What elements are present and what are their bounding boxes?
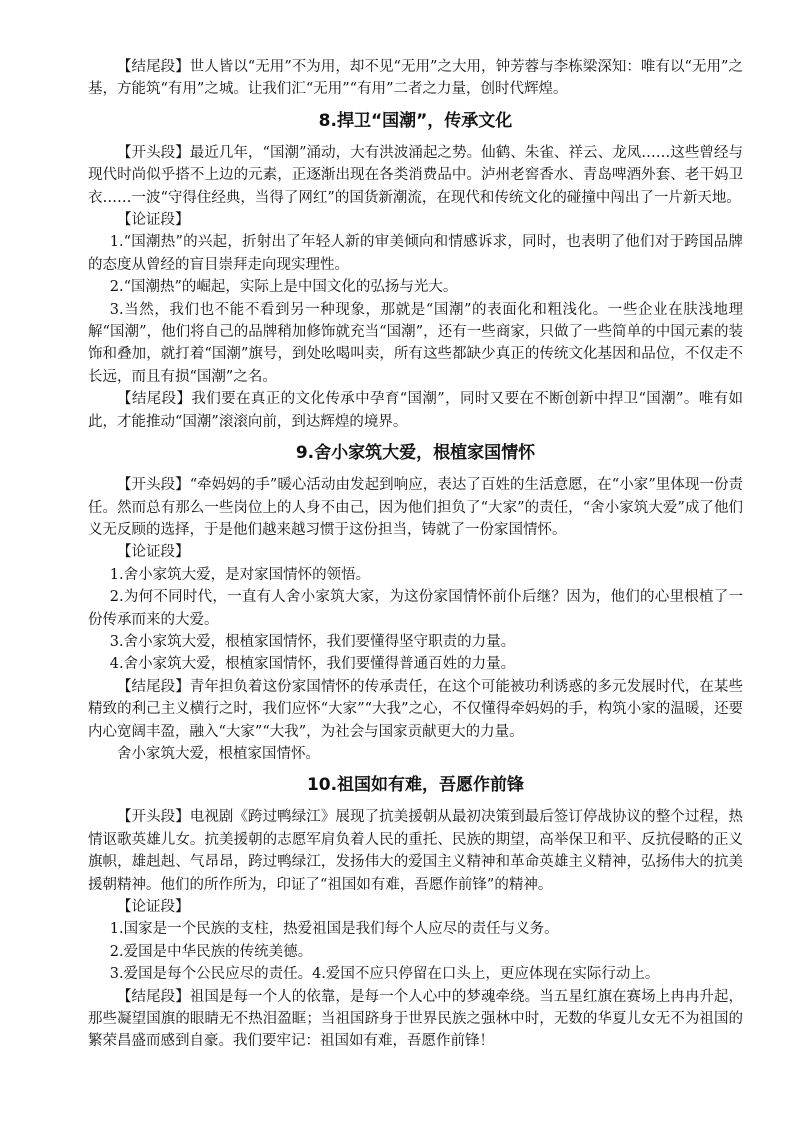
document-page <box>88 56 743 1053</box>
argument-point: 1.国家是一个民族的支柱，热爱祖国是我们每个人应尽的责任与义务。 <box>109 921 559 938</box>
argument-heading: 【论证段】 <box>117 544 190 561</box>
argument-point: 1.“国潮热”的兴起，折射出了年轻人新的审美倾向和情感诉求，同时，也表明了他们对于跨国品牌的态度从曾经的盲目崇拜走向现实理性。 <box>88 234 743 273</box>
section-title: 8.捍卫“国潮”，传承文化 <box>318 110 513 131</box>
argument-point: 1.舍小家筑大爱，是对家国情怀的领悟。 <box>109 566 371 583</box>
conclusion-paragraph: 【结尾段】青年担负着这份家国情怀的传承责任，在这个可能被功利诱惑的多元发展时代，在某些精致的利己主义横行之时，我们应怀“大家”“大我”之心，不仅懂得牵妈妈的手，构筑小家的温暖，还要内心宽阔丰盈，融入“大家”“大我”，为社会与国家贡献更大的力量。 <box>88 678 743 740</box>
argument-point: 3.当然，我们也不能不看到另一种现象，那就是“国潮”的表面化和粗浅化。一些企业在肤浅地理解“国潮”，他们将自己的品牌稍加修饰就充当“国潮”，还有一些商家，只做了一些简单的中国元素的装饰和叠加，就打着“国潮”旗号，到处吆喝叫卖，所有这些都缺少真正的传统文化基因和品位，不仅走不长远，而且有损“国潮”之名。 <box>88 301 743 385</box>
opening-paragraph: 【开头段】最近几年，“国潮”涌动，大有洪波涌起之势。仙鹤、朱雀、祥云、龙凤……这些曾经与现代时尚似乎搭不上边的元素，正逐渐出现在各类消费品中。泸州老窖香水、青岛啤酒外套、老干妈卫衣……一波“守得住经典，当得了网红”的国货新潮流，在现代和传统文化的碰撞中闯出了一片新天地。 <box>88 144 743 206</box>
conclusion-paragraph: 【结尾段】祖国是每一个人的依靠，是每一个人心中的梦魂牵绕。当五星红旗在赛场上冉冉升起，那些凝望国旗的眼睛无不热泪盈眶；当祖国跻身于世界民族之强林中时，无数的华夏儿女无不为祖国的繁荣昌盛而感到自豪。我们要牢记：祖国如有难，吾愿作前锋！ <box>88 988 743 1050</box>
argument-heading: 【论证段】 <box>117 899 190 915</box>
argument-point: 2.为何不同时代，一直有人舍小家筑大家，为这份家国情怀前仆后继？因为，他们的心里根植了一份传承而来的大爱。 <box>88 589 743 628</box>
argument-heading: 【论证段】 <box>117 212 190 229</box>
argument-point: 2.“国潮热”的崛起，实际上是中国文化的弘扬与光大。 <box>109 279 458 296</box>
argument-point: 4.舍小家筑大爱，根植家国情怀，我们要懂得普通百姓的力量。 <box>109 656 516 673</box>
closing-sentence: 舍小家筑大爱，根植家国情怀。 <box>117 745 320 762</box>
argument-point: 3.爱国是每个公民应尽的责任。4.爱国不应只停留在口头上，更应体现在实际行动上。 <box>109 966 660 983</box>
opening-paragraph: 【开头段】“牵妈妈的手”暖心活动由发起到响应，表达了百姓的生活意愿，在“小家”里体现一份责任。然而总有那么一些岗位上的人身不由己，因为他们担负了“大家”的责任，“舍小家筑大爱”成了他们义无反顾的选择，于是他们越来越习惯于这份担当，铸就了一份家国情怀。 <box>88 477 743 538</box>
conclusion-paragraph: 【结尾段】世人皆以“无用”不为用，却不见“无用”之大用，钟芳蓉与李栋梁深知：唯有以“无用”之基，方能筑“有用”之城。让我们汇“无用”“有用”二者之力量，创时代辉煌。 <box>88 59 743 98</box>
section-title: 9.舍小家筑大爱，根植家国情怀 <box>295 443 536 464</box>
conclusion-paragraph: 【结尾段】我们要在真正的文化传承中孕育“国潮”，同时又要在不断创新中捍卫“国潮”。唯有如此，才能推动“国潮”滚滚向前，到达辉煌的境界。 <box>88 391 743 430</box>
section-title: 10.祖国如有难，吾愿作前锋 <box>306 775 525 796</box>
opening-paragraph: 【开头段】电视剧《跨过鸭绿江》展现了抗美援朝从最初决策到最后签订停战协议的整个过程，热情讴歌英雄儿女。抗美援朝的志愿军肩负着人民的重托、民族的期望，高举保卫和平、反抗侵略的正义旗帜，雄赳赳、气昂昂，跨过鸭绿江，发扬伟大的爱国主义精神和革命英雄主义精神，弘扬伟大的抗美援朝精神。他们的所作所为，印证了“祖国如有难，吾愿作前锋”的精神。 <box>88 809 743 893</box>
argument-point: 2.爱国是中华民族的传统美德。 <box>109 943 313 960</box>
argument-point: 3.舍小家筑大爱，根植家国情怀，我们要懂得坚守职责的力量。 <box>109 633 516 650</box>
